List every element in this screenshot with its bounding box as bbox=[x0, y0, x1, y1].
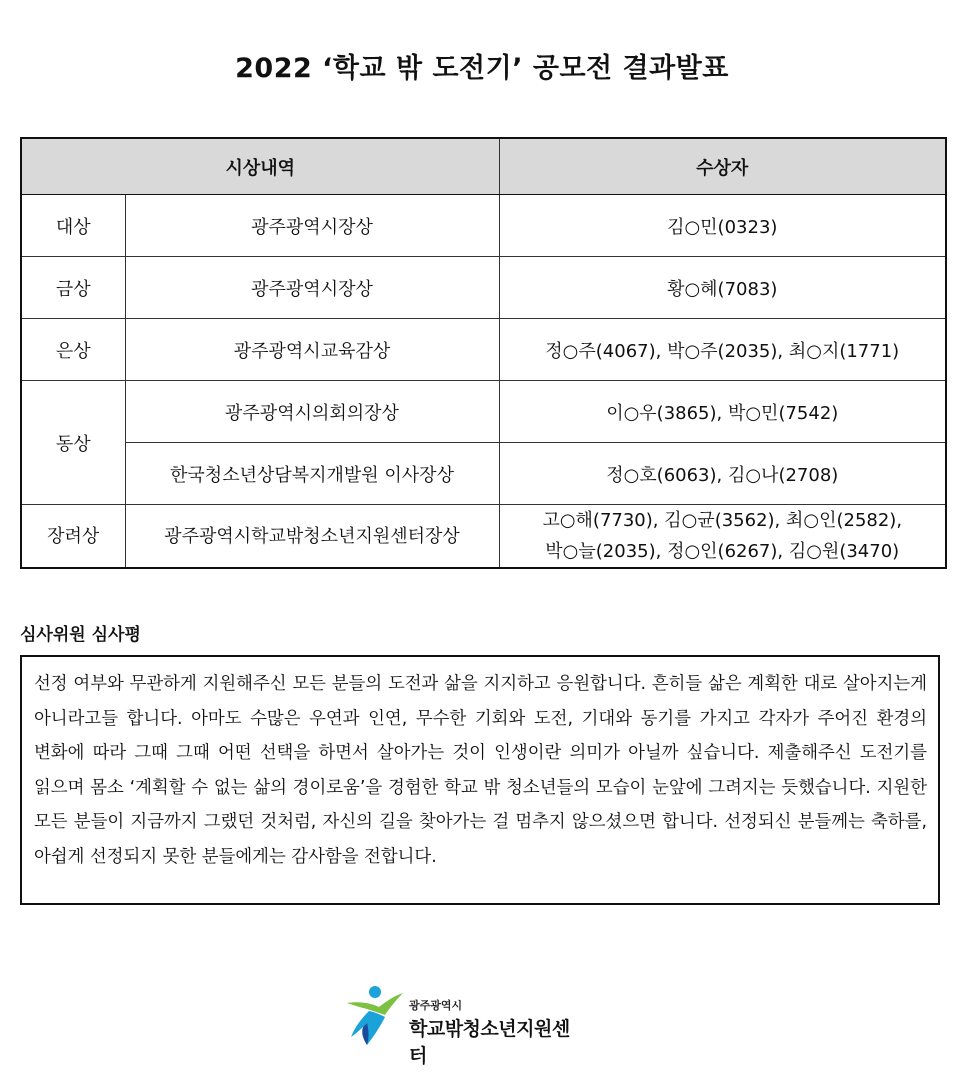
winners-line: 고○해(7730), 김○균(3562), 최○인(2582), bbox=[542, 510, 903, 531]
award-name: 광주광역시장상 bbox=[125, 195, 499, 257]
review-heading: 심사위원 심사평 bbox=[20, 625, 141, 645]
award-winners: 황○혜(7083) bbox=[499, 257, 946, 319]
organization-logo bbox=[345, 985, 585, 1067]
award-winners: 이○우(3865), 박○민(7542) bbox=[499, 381, 946, 443]
table-row bbox=[21, 195, 946, 257]
award-grade: 장려상 bbox=[21, 505, 125, 569]
header-winners: 수상자 bbox=[499, 138, 946, 195]
table-row bbox=[21, 505, 946, 569]
table-row bbox=[21, 443, 946, 505]
review-text: 선정 여부와 무관하게 지원해주신 모든 분들의 도전과 삶을 지지하고 응원합니다. 흔히들 삶은 계획한 대로 살아지는게 아니라고들 합니다. 아마도 수많은 우연과 인연, 무수한 기회와 도전, 기대와 동기를 가지고 각자가 주어진 환경의 변화에 따라 그때 그때 어떤 선택을 하면서 살아가는 것이 인생이란 의미가 아닐까 싶습니다. 제출해주신 도전기를 읽으며 몸소 ‘계획할 수 없는 삶의 경이로움’을 경험한 학교 밖 청소년들의 모습이 눈앞에 그려지는 듯했습니다. 지원한 모든 분들이 지금까지 그랬던 것처럼, 자신의 길을 찾아가는 걸 멈추지 않으셨으면 합니다. 선정되신 분들께는 축하를, 아쉽게 선정되지 못한 분들에게는 감사함을 전합니다. bbox=[20, 655, 940, 905]
table-row bbox=[21, 319, 946, 381]
award-name: 광주광역시장상 bbox=[125, 257, 499, 319]
runner-figure-icon bbox=[345, 985, 405, 1047]
award-grade: 금상 bbox=[21, 257, 125, 319]
award-winners bbox=[499, 505, 946, 569]
award-name: 광주광역시의회의장상 bbox=[125, 381, 499, 443]
award-winners: 정○호(6063), 김○나(2708) bbox=[499, 443, 946, 505]
page-title: 2022 ‘학교 밖 도전기’ 공모전 결과발표 bbox=[235, 53, 729, 84]
award-name: 광주광역시교육감상 bbox=[125, 319, 499, 381]
winners-line: 박○늘(2035), 정○인(6267), 김○원(3470) bbox=[545, 541, 900, 562]
table-header-row bbox=[21, 138, 946, 195]
award-grade: 동상 bbox=[21, 381, 125, 505]
award-grade: 은상 bbox=[21, 319, 125, 381]
header-award: 시상내역 bbox=[21, 138, 499, 195]
table-row bbox=[21, 257, 946, 319]
award-winners: 정○주(4067), 박○주(2035), 최○지(1771) bbox=[499, 319, 946, 381]
award-winners: 김○민(0323) bbox=[499, 195, 946, 257]
logo-big-text: 학교밖청소년지원센터 bbox=[409, 1018, 570, 1067]
award-grade: 대상 bbox=[21, 195, 125, 257]
award-name: 한국청소년상담복지개발원 이사장상 bbox=[125, 443, 499, 505]
logo-small-text: 광주광역시 bbox=[409, 999, 463, 1012]
table-row bbox=[21, 381, 946, 443]
award-name: 광주광역시학교밖청소년지원센터장상 bbox=[125, 505, 499, 569]
awards-table bbox=[20, 137, 947, 569]
